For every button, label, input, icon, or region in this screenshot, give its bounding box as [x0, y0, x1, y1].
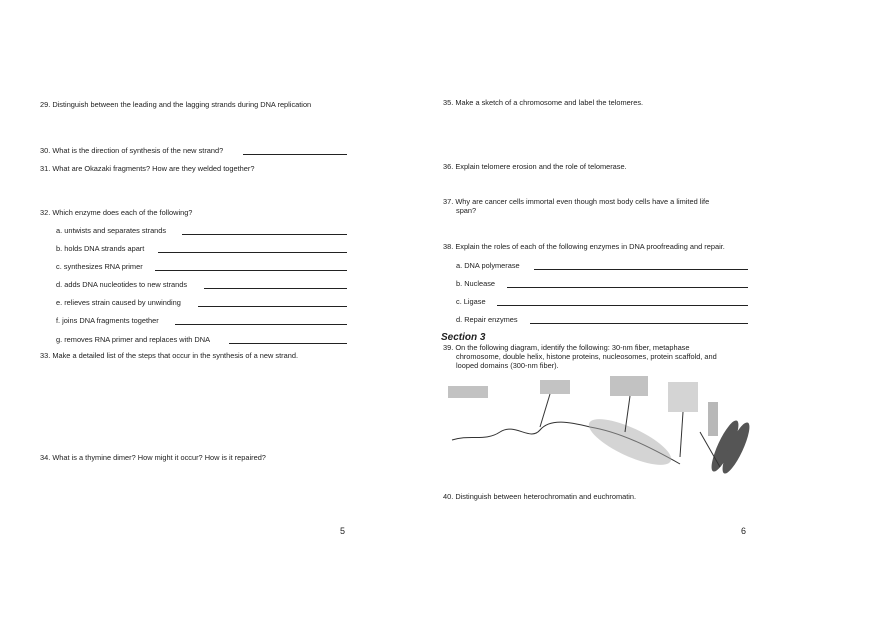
chromatin-diagram	[440, 372, 760, 487]
answer-line[interactable]	[530, 323, 748, 324]
section-heading: Section 3	[441, 332, 486, 343]
q32-item: f. joins DNA fragments together	[56, 316, 159, 325]
answer-line[interactable]	[497, 305, 748, 306]
answer-line[interactable]	[175, 324, 347, 325]
q38-item: a. DNA polymerase	[456, 261, 520, 270]
page-number: 6	[741, 526, 747, 536]
question-37: 37. Why are cancer cells immortal even though most body cells have a limited life	[443, 197, 710, 206]
question-34: 34. What is a thymine dimer? How might it occur? How is it repaired?	[40, 453, 266, 462]
q32-item: d. adds DNA nucleotides to new strands	[56, 280, 188, 289]
question-35: 35. Make a sketch of a chromosome and label the telomeres.	[443, 98, 644, 107]
q32-item: c. synthesizes RNA primer	[56, 262, 143, 271]
question-31: 31. What are Okazaki fragments? How are they welded together?	[40, 164, 255, 173]
answer-line[interactable]	[507, 287, 748, 288]
answer-line[interactable]	[534, 269, 748, 270]
question-40: 40. Distinguish between heterochromatin and euchromatin.	[443, 492, 637, 501]
answer-line[interactable]	[158, 252, 347, 253]
question-39-cont: chromosome, double helix, histone proteins, nucleosomes, protein scaffold, and	[456, 352, 717, 361]
answer-line[interactable]	[198, 306, 347, 307]
q38-item: b. Nuclease	[456, 279, 496, 288]
answer-line[interactable]	[155, 270, 347, 271]
question-36: 36. Explain telomere erosion and the role of telomerase.	[443, 162, 627, 171]
question-29: 29. Distinguish between the leading and the lagging strands during DNA replication	[40, 100, 312, 109]
question-38: 38. Explain the roles of each of the following enzymes in DNA proofreading and repair.	[443, 242, 725, 251]
q32-item: e. relieves strain caused by unwinding	[56, 298, 181, 307]
q38-item: d. Repair enzymes	[456, 315, 518, 324]
answer-line[interactable]	[243, 154, 347, 155]
question-30: 30. What is the direction of synthesis of the new strand?	[40, 146, 224, 155]
answer-line[interactable]	[182, 234, 347, 235]
q32-item: g. removes RNA primer and replaces with DNA	[56, 335, 211, 344]
answer-line[interactable]	[229, 343, 347, 344]
question-32: 32. Which enzyme does each of the following?	[40, 208, 193, 217]
q32-item: a. untwists and separates strands	[56, 226, 167, 235]
q38-item: c. Ligase	[456, 297, 486, 306]
question-39-cont: looped domains (300-nm fiber).	[456, 361, 559, 370]
answer-line[interactable]	[204, 288, 347, 289]
question-33: 33. Make a detailed list of the steps that occur in the synthesis of a new strand.	[40, 351, 298, 360]
page-number: 5	[340, 526, 346, 536]
q32-item: b. holds DNA strands apart	[56, 244, 145, 253]
question-37-cont: span?	[456, 206, 477, 215]
question-39: 39. On the following diagram, identify the following: 30-nm fiber, metaphase	[443, 343, 690, 352]
